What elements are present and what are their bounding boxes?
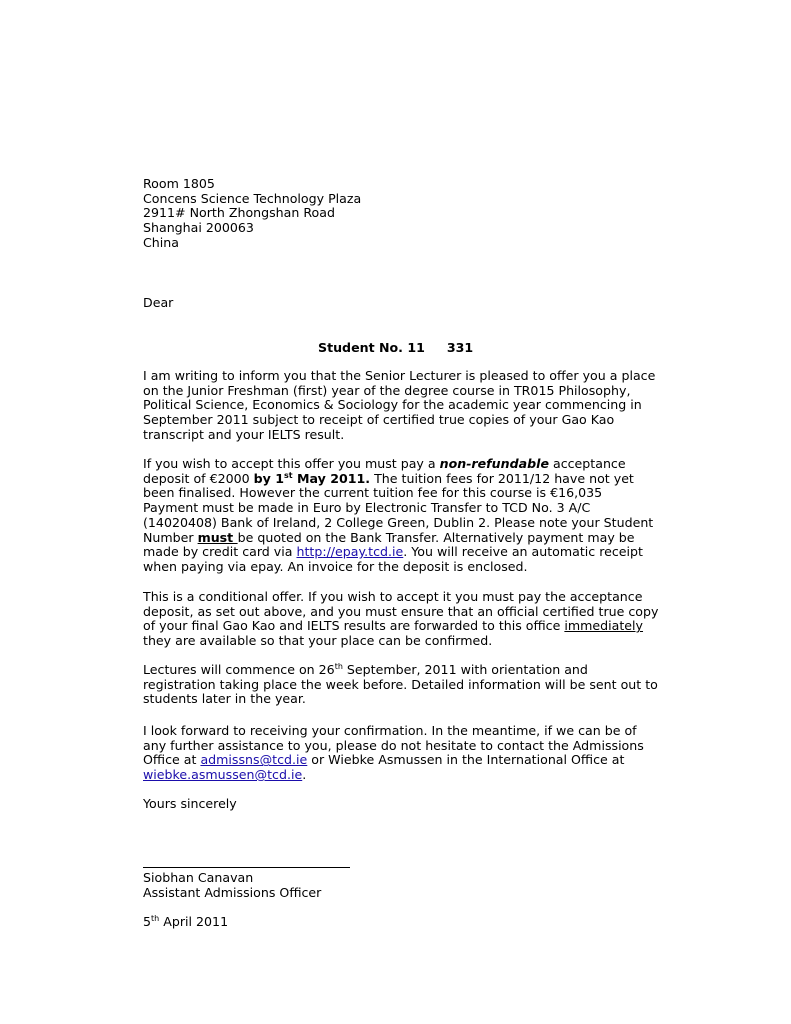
paragraph-line	[143, 768, 663, 783]
text-run: 5	[143, 914, 152, 929]
paragraph-line: I am writing to inform you that the Senior Lecturer is pleased to offer you a place	[143, 368, 656, 383]
signatory-title: Assistant Admissions Officer	[143, 884, 322, 900]
recipient-address	[143, 177, 663, 251]
text-run: Lectures will commence on 26	[143, 662, 335, 677]
paragraph-line	[143, 545, 663, 560]
text-run: Office at	[143, 752, 201, 768]
signature-line	[143, 867, 350, 868]
text-run: If you wish to accept this offer you must pay a	[143, 456, 440, 471]
text-run: Number	[143, 529, 198, 545]
paragraph-line: deposit, as set out above, and you must ensure that an official certified true copy	[143, 603, 659, 619]
payment-paragraph	[143, 457, 663, 575]
paragraph-line	[143, 457, 663, 472]
admissions-email-link[interactable]: admissns@tcd.ie	[200, 752, 308, 768]
letter-date	[143, 915, 663, 930]
paragraph-line	[143, 531, 663, 546]
contact-paragraph	[143, 724, 663, 783]
paragraph-line: September 2011 subject to receipt of certified true copies of your Gao Kao	[143, 412, 615, 428]
paragraph-line: I look forward to receiving your confirmation. In the meantime, if we can be of	[143, 723, 637, 738]
date-line	[143, 915, 663, 930]
text-run: . You will receive an automatic receipt	[403, 544, 643, 560]
offer-paragraph	[143, 369, 663, 443]
epay-link[interactable]: http://epay.tcd.ie	[296, 544, 404, 560]
conditional-offer-paragraph	[143, 590, 663, 649]
must-emphasis: must	[197, 529, 238, 545]
address-line: Shanghai 200063	[143, 220, 254, 236]
closing: Yours sincerely	[143, 796, 237, 811]
text-run: September, 2011 with orientation and	[342, 662, 588, 677]
text-run: acceptance	[548, 456, 626, 471]
paragraph-line	[143, 663, 663, 678]
student-number-suffix: 331	[446, 340, 474, 355]
deadline-emphasis	[254, 471, 370, 486]
paragraph-line: transcript and your IELTS result.	[143, 426, 345, 442]
ordinal-suffix: st	[284, 470, 293, 480]
paragraph-line: they are available so that your place can be confirmed.	[143, 633, 493, 649]
student-number-label: Student No. 11	[318, 340, 425, 355]
salutation: Dear	[143, 295, 174, 310]
paragraph-line	[143, 619, 663, 634]
non-refundable-emphasis: non-refundable	[439, 456, 549, 471]
text-run: .	[302, 767, 307, 783]
paragraph-line: any further assistance to you, please do not hesitate to contact the Admissions	[143, 737, 644, 753]
text-run: or Wiebke Asmussen in the International Office at	[307, 752, 625, 768]
immediately-emphasis: immediately	[564, 618, 644, 634]
paragraph-line: when paying via epay. An invoice for the deposit is enclosed.	[143, 558, 528, 574]
paragraph-line: been finalised. However the current tuition fee for this course is €16,035	[143, 485, 603, 501]
signatory-name: Siobhan Canavan	[143, 870, 254, 885]
address-line: Concens Science Technology Plaza	[143, 190, 362, 206]
address-line: 2911# North Zhongshan Road	[143, 205, 335, 221]
paragraph-line: registration taking place the week before. Detailed information will be sent out to	[143, 676, 658, 692]
text-run: be quoted on the Bank Transfer. Alternatively payment may be	[237, 529, 635, 545]
paragraph-line: This is a conditional offer. If you wish to accept it you must pay the acceptance	[143, 589, 643, 604]
text-run: May 2011.	[292, 470, 371, 486]
paragraph-line	[143, 472, 663, 487]
signatory-block	[143, 871, 663, 900]
address-line: China	[143, 234, 179, 250]
ordinal-suffix: th	[334, 662, 343, 671]
student-number-heading	[318, 341, 473, 356]
paragraph-line: students later in the year.	[143, 691, 306, 707]
paragraph-line: on the Junior Freshman (first) year of the degree course in TR015 Philosophy,	[143, 382, 631, 398]
paragraph-line: Political Science, Economics & Sociology for the academic year commencing in	[143, 397, 642, 413]
address-line: Room 1805	[143, 176, 215, 191]
text-run: deposit of €2000	[143, 470, 254, 486]
text-run: made by credit card via	[143, 544, 297, 560]
text-run: The tuition fees for 2011/12 have not yet	[370, 470, 634, 486]
international-office-email-link[interactable]: wiebke.asmussen@tcd.ie	[143, 767, 303, 783]
text-run: of your final Gao Kao and IELTS results are forwarded to this office	[143, 618, 565, 634]
text-run: April 2011	[159, 914, 229, 929]
paragraph-line	[143, 753, 663, 768]
ordinal-suffix: th	[151, 914, 160, 923]
lectures-paragraph	[143, 663, 663, 707]
text-run: by 1	[253, 470, 285, 486]
paragraph-line: (14020408) Bank of Ireland, 2 College Green, Dublin 2. Please note your Student	[143, 514, 654, 530]
paragraph-line: Payment must be made in Euro by Electronic Transfer to TCD No. 3 A/C	[143, 500, 591, 516]
